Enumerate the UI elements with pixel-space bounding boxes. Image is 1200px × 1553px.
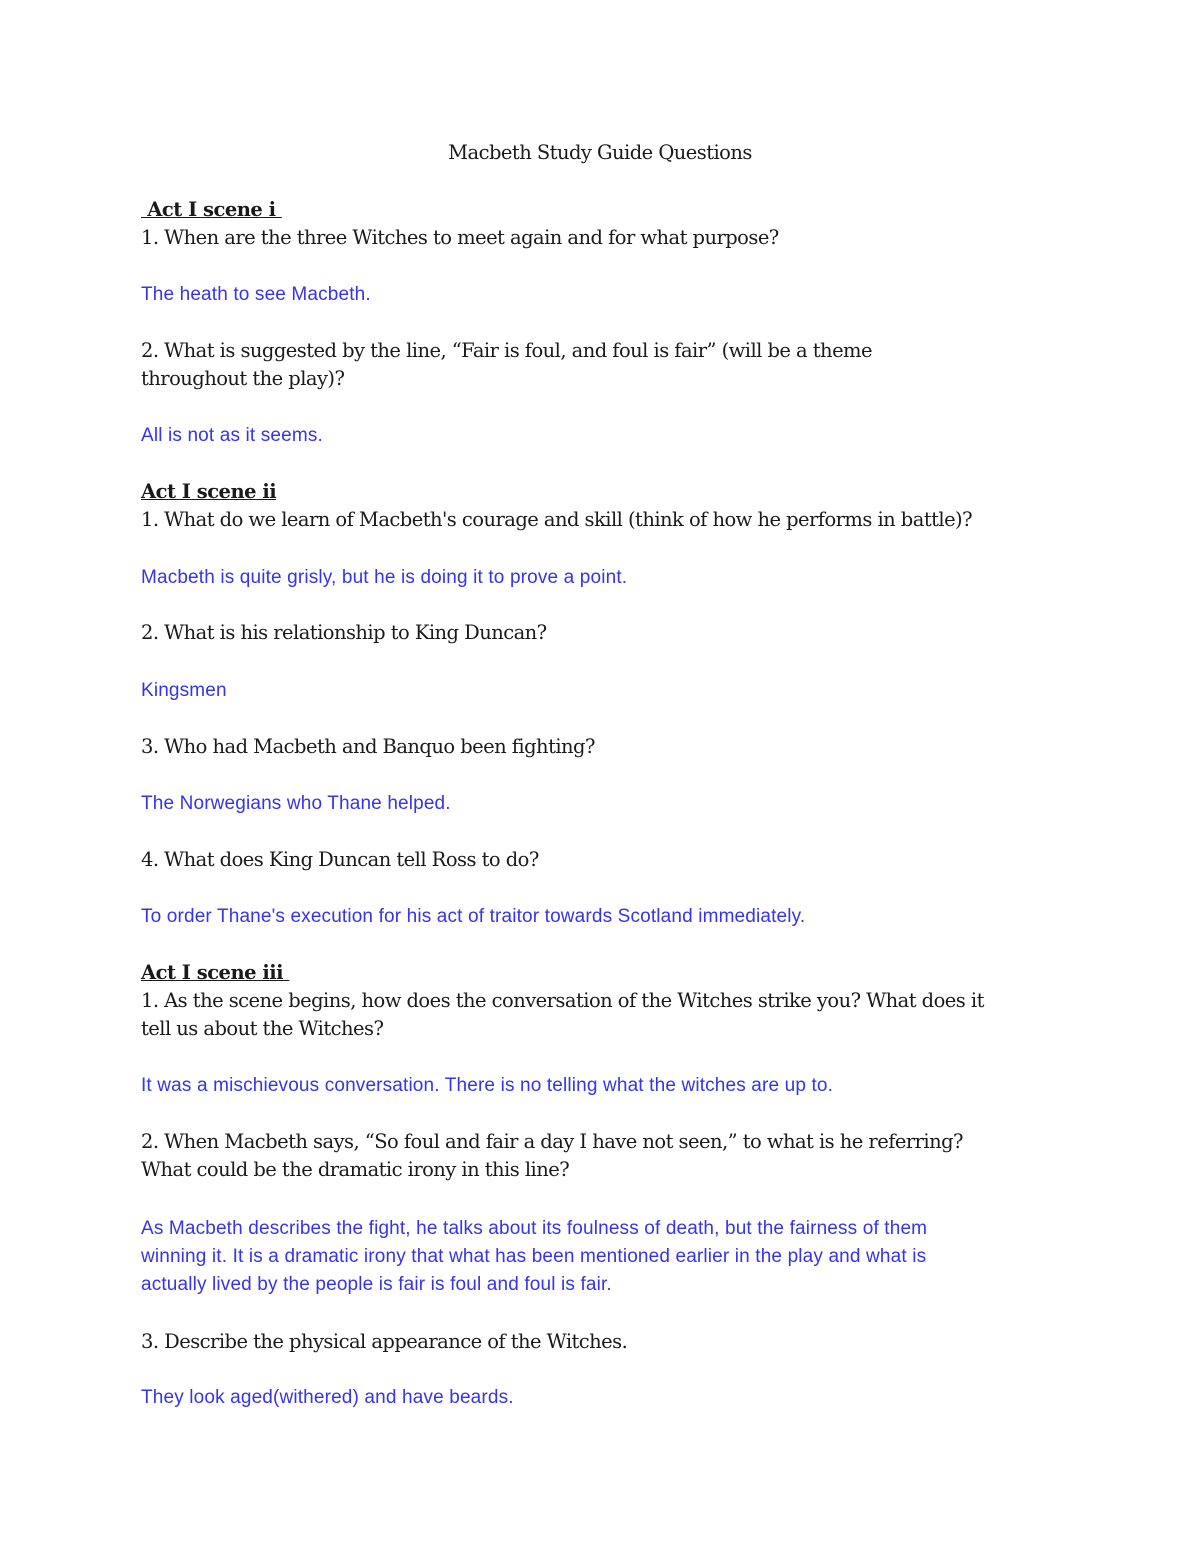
answer-3-1: It was a mischievous conversation. There is no telling what the witches are up to. bbox=[141, 1075, 834, 1096]
question-3-3: 3. Describe the physical appearance of the Witches. bbox=[141, 1330, 628, 1353]
question-3-2-line1: 2. When Macbeth says, “So foul and fair a day I have not seen,” to what is he referring? bbox=[141, 1130, 963, 1153]
question-3-1-line2: tell us about the Witches? bbox=[141, 1017, 384, 1040]
answer-2-3: The Norwegians who Thane helped. bbox=[141, 793, 451, 814]
question-2-1: 1. What do we learn of Macbeth's courage and skill (think of how he performs in battle)? bbox=[141, 508, 973, 531]
question-1-2-line1: 2. What is suggested by the line, “Fair is foul, and foul is fair” (will be a theme bbox=[141, 339, 872, 362]
answer-2-4: To order Thane's execution for his act of traitor towards Scotland immediately. bbox=[141, 906, 806, 927]
question-2-3: 3. Who had Macbeth and Banquo been fighting? bbox=[141, 735, 595, 758]
answer-2-2: Kingsmen bbox=[141, 680, 227, 701]
section-heading-act1-scene1: Act I scene i bbox=[141, 198, 282, 221]
answer-1-2: All is not as it seems. bbox=[141, 425, 323, 446]
section-heading-act1-scene2: Act I scene ii bbox=[141, 480, 277, 503]
section-heading-act1-scene3: Act I scene iii bbox=[141, 961, 290, 984]
answer-3-2-line3: actually lived by the people is fair is foul and foul is fair. bbox=[141, 1274, 612, 1295]
answer-3-3: They look aged(withered) and have beards. bbox=[141, 1387, 514, 1408]
question-2-4: 4. What does King Duncan tell Ross to do? bbox=[141, 848, 539, 871]
answer-2-1: Macbeth is quite grisly, but he is doing it to prove a point. bbox=[141, 567, 628, 588]
answer-1-1: The heath to see Macbeth. bbox=[141, 284, 371, 305]
question-3-2-line2: What could be the dramatic irony in this line? bbox=[141, 1158, 570, 1181]
question-3-1-line1: 1. As the scene begins, how does the conversation of the Witches strike you? What does it bbox=[141, 989, 984, 1012]
question-1-1: 1. When are the three Witches to meet again and for what purpose? bbox=[141, 226, 779, 249]
question-1-2-line2: throughout the play)? bbox=[141, 367, 345, 390]
answer-3-2-line2: winning it. It is a dramatic irony that what has been mentioned earlier in the play and what is bbox=[141, 1246, 927, 1267]
page-title: Macbeth Study Guide Questions bbox=[448, 141, 752, 164]
answer-3-2-line1: As Macbeth describes the fight, he talks about its foulness of death, but the fairness of them bbox=[141, 1218, 928, 1239]
question-2-2: 2. What is his relationship to King Duncan? bbox=[141, 621, 547, 644]
